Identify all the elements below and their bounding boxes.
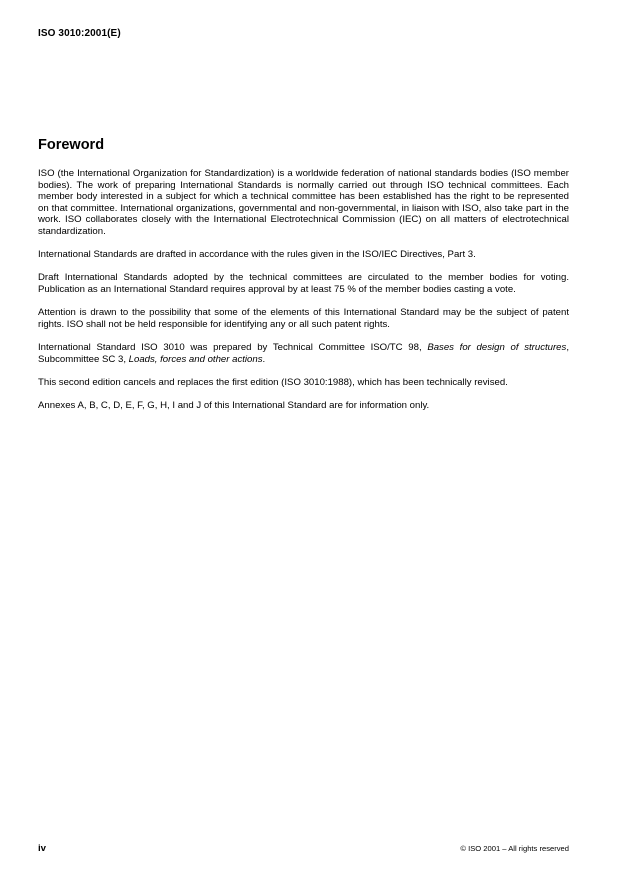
paragraph-edition: This second edition cancels and replaces the first edition (ISO 3010:1988), which has been technically revised.	[38, 376, 508, 388]
committee-text-c: .	[262, 353, 266, 365]
paragraph-annexes: Annexes A, B, C, D, E, F, G, H, I and J of this International Standard are for information only.	[38, 399, 430, 411]
committee-text-a: International Standard ISO 3010 was prepared by Technical Committee ISO/TC 98,	[38, 341, 428, 353]
page-number: iv	[38, 843, 47, 854]
page-title: Foreword	[38, 137, 105, 153]
paragraph-voting: Draft International Standards adopted by the technical committees are circulated to the member bodies for voting. Publication as an International Standard requires approval by at least 75 % of the member bodies casting a vote.	[38, 272, 569, 295]
committee-title: Bases for design of structures	[427, 341, 567, 353]
copyright-notice: © ISO 2001 – All rights reserved	[460, 844, 569, 853]
committee-text-b: , Subcommittee SC 3,	[38, 341, 569, 365]
paragraph-committee	[38, 342, 569, 365]
document-id: ISO 3010:2001(E)	[38, 28, 121, 39]
paragraph-directives: International Standards are drafted in accordance with the rules given in the ISO/IEC Directives, Part 3.	[38, 249, 476, 261]
paragraph-iso-intro: ISO (the International Organization for Standardization) is a worldwide federation of national standards bodies (ISO member bodies). The work of preparing International Standards is normally carried out through ISO technical committees. Each member body interested in a subject for which a technical committee has been established has the right to be represented on that committee. International organizations, governmental and non-governmental, in liaison with ISO, also take part in the work. ISO collaborates closely with the International Electrotechnical Commission (IEC) on all matters of electrotechnical standardization.	[38, 168, 569, 237]
subcommittee-title: Loads, forces and other actions	[128, 353, 263, 365]
foreword-body	[38, 168, 569, 423]
paragraph-patents: Attention is drawn to the possibility that some of the elements of this International Standard may be the subject of patent rights. ISO shall not be held responsible for identifying any or all such patent rights.	[38, 307, 569, 330]
